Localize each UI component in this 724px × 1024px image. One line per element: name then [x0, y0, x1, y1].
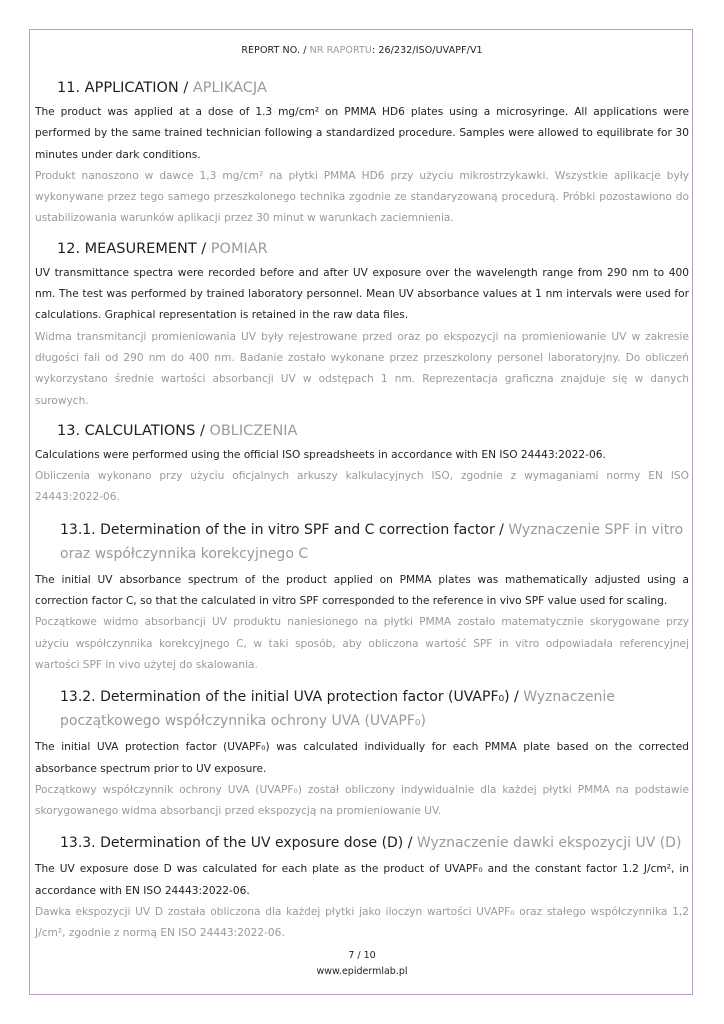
page-content	[35, 78, 689, 954]
website-link[interactable]: www.epidermlab.pl	[316, 966, 408, 977]
report-label-en: REPORT NO. /	[241, 45, 310, 56]
section-title-en: 12. MEASUREMENT /	[57, 240, 211, 257]
section-title	[57, 239, 689, 259]
report-number-header	[0, 45, 724, 56]
report-label-pl: NR RAPORTU	[309, 45, 372, 56]
paragraph-en: The UV exposure dose D was calculated for each plate as the product of UVAPF₀ and the constant factor 1.2 J/cm², in accordance with EN ISO 24443:2022-06.	[35, 863, 689, 897]
report-number: : 26/232/ISO/UVAPF/V1	[371, 45, 483, 56]
section-title-pl: OBLICZENIA	[209, 422, 298, 439]
paragraph-en: UV transmittance spectra were recorded before and after UV exposure over the wavelength range from 290 nm to 400 nm. The test was performed by trained laboratory personnel. Mean UV absorbance values at 1 nm intervals were used for calculations. Graphical representation is retained in the raw data files.	[35, 266, 689, 322]
section-calculations	[35, 421, 689, 509]
paragraph-pl: Początkowy współczynnik ochrony UVA (UVAPF₀) został obliczony indywidualnie dla każdej płytki PMMA na podstawie skorygowanego widma absorbancji przed ekspozycją na promieniowanie UV.	[35, 783, 689, 818]
subsection-spf-correction	[35, 518, 689, 676]
paragraph-en: The product was applied at a dose of 1.3 mg/cm² on PMMA HD6 plates using a microsyringe. All applications were performed by the same trained technician following a standardized procedure. Samples were allowed to equilibrate for 30 minutes under dark conditions.	[35, 106, 689, 161]
subsection-title-pl: Wyznaczenie dawki ekspozycji UV (D)	[416, 835, 682, 852]
section-title-pl: APLIKACJA	[192, 80, 267, 96]
paragraph-pl: Obliczenia wykonano przy użyciu oficjalnych arkuszy kalkulacyjnych ISO, zgodnie z wymaganiami normy EN ISO 24443:2022-06.	[35, 470, 689, 504]
paragraph-pl: Dawka ekspozycji UV D została obliczona dla każdej płytki jako iloczyn wartości UVAPF₀ oraz stałego współczynnika 1,2 J/cm², zgodnie z normą EN ISO 24443:2022-06.	[35, 906, 689, 940]
subsection-title-en: 13.3. Determination of the UV exposure dose (D) /	[60, 835, 417, 852]
subsection-title-pl: Wyznaczenie SPF in vitro oraz współczynnika korekcyjnego C	[60, 521, 684, 562]
section-application	[35, 78, 689, 230]
section-title	[57, 421, 689, 441]
subsection-uvapf0	[35, 685, 689, 822]
section-title-en: 11. APPLICATION /	[57, 80, 193, 96]
section-measurement	[35, 239, 689, 412]
paragraph-pl: Produkt nanoszono w dawce 1,3 mg/cm² na płytki PMMA HD6 przy użyciu mikrostrzykawki. Wszystkie aplikacje były wykonywane przez tego samego przeszkolonego technika zgodnie ze standaryzowaną procedurą. Próbki pozostawiono do ustabilizowania warunków aplikacji przez 30 minut w warunkach zaciemnienia.	[35, 169, 689, 225]
subsection-title	[60, 685, 689, 733]
subsection-title	[60, 831, 689, 855]
subsection-title-en: 13.1. Determination of the in vitro SPF and C correction factor /	[60, 521, 509, 538]
paragraph-en: The initial UV absorbance spectrum of the product applied on PMMA plates was mathematically adjusted using a correction factor C, so that the calculated in vitro SPF corresponded to the reference in vivo SPF value used for scaling.	[35, 573, 689, 608]
section-title	[57, 78, 689, 98]
paragraph-en: Calculations were performed using the official ISO spreadsheets in accordance with EN ISO 24443:2022-06.	[35, 448, 606, 461]
section-title-en: 13. CALCULATIONS /	[57, 422, 210, 439]
section-title-pl: POMIAR	[210, 240, 268, 257]
paragraph-pl: Widma transmitancji promieniowania UV były rejestrowane przed oraz po ekspozycji na promieniowanie UV w zakresie długości fali od 290 nm do 400 nm. Badanie zostało wykonane przez przeszkolony personel laboratoryjny. Do obliczeń wykorzystano średnie wartości absorbancji UV w odstępach 1 nm. Reprezentacja graficzna znajduje się w danych surowych.	[35, 330, 689, 407]
subsection-title-pl: Wyznaczenie początkowego współczynnika ochrony UVA (UVAPF₀)	[60, 689, 615, 730]
subsection-title	[60, 518, 689, 566]
page-number: 7 / 10	[348, 950, 376, 961]
paragraph-en: The initial UVA protection factor (UVAPF₀) was calculated individually for each PMMA plate based on the corrected absorbance spectrum prior to UV exposure.	[35, 741, 689, 775]
subsection-uv-dose	[35, 831, 689, 944]
paragraph-pl: Początkowe widmo absorbancji UV produktu naniesionego na płytki PMMA zostało matematycznie skorygowane przy użyciu współczynnika korekcyjnego C, w taki sposób, aby obliczona wartość SPF in vitro odpowiadała referencyjnej wartości SPF in vivo użytej do skalowania.	[35, 616, 689, 671]
subsection-title-en: 13.2. Determination of the initial UVA protection factor (UVAPF₀) /	[60, 689, 524, 706]
